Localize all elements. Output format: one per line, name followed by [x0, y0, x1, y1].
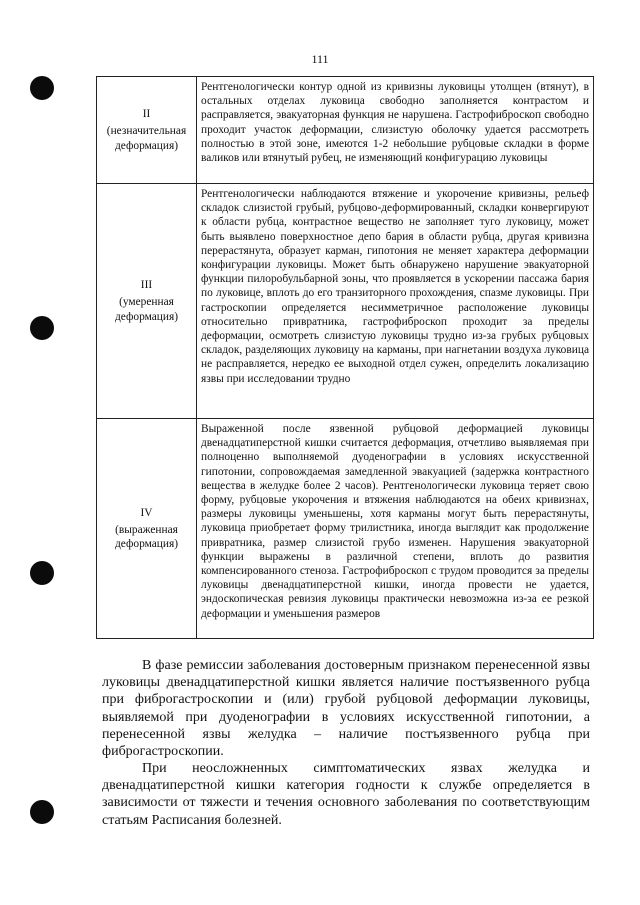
body-paragraph: В фазе ремиссии заболевания достоверным признаком перенесенной язвы луковицы двенадцатиперстной кишки является наличие постъязвенного рубца при фиброгастроскопии и (или) грубой рубцовой деформации луковицы, выявляемой при дуоденографии в условиях искусственной гипотонии, а перенесенной язвы желудка – наличие постъязвенного рубца при фиброгастроскопии.	[102, 658, 590, 760]
punch-hole-mark	[30, 561, 54, 585]
page-number: 111	[311, 52, 329, 66]
punch-hole-mark	[30, 76, 54, 100]
table-row	[97, 419, 594, 639]
table-row	[97, 184, 594, 419]
degree-label: (умеренная деформация)	[115, 296, 178, 323]
degree-roman: IV	[140, 506, 153, 519]
table-row	[97, 77, 594, 184]
degree-roman: III	[140, 279, 153, 292]
degree-roman: II	[142, 108, 151, 121]
degree-description: Рентгенологически наблюдаются втяжение и укорочение кривизны, рельеф складок слизистой грубый, рубцово-деформированный, складки конвергируют к области рубца, контрастное вещество не заполняет туго луковицу, может быть выявлено поверхностное депо бария в области рубца, другая кривизна перерастянута, образует карман, гипотония не меняет характера деформации конфигурации луковицы. Может быть обнаружено нарушение эвакуаторной функции пилоробульбарной зоны, что проявляется в ускорении пассажа бария по луковице, вплоть до его транзиторного прохождения, спазме луковицы. При гастроскопии определяется несимметричное расположение луковицы относительно привратника, гастрофиброскоп проходит за пределы деформации, осмотреть слизистую луковицы трудно из-за грубых рубцовых складок, разделяющих луковицу на карманы, при нагнетании воздуха луковица не расправляется, нередко ее выходной отдел сужен, определить локализацию язвы при исследовании трудно	[197, 184, 594, 419]
deformation-table	[96, 76, 594, 639]
punch-hole-mark	[30, 800, 54, 824]
degree-label: (незначительная деформация)	[106, 125, 187, 152]
punch-hole-mark	[30, 316, 54, 340]
degree-label: (выраженная деформация)	[115, 523, 178, 551]
degree-description: Рентгенологически контур одной из кривизны луковицы утолщен (втянут), в остальных отделах луковица свободно заполняется контрастом и расправляется, эвакуаторная функция не нарушена. Гастрофиброскоп свободно проходит участок деформации, слизистую оболочку удается рассмотреть полностью в этой зоне, имеются 1-2 небольшие рубцовые складки в форме валиков или втянутый рубец, не изменяющий конфигурацию луковицы	[197, 77, 594, 184]
body-paragraph: При неосложненных симптоматических язвах желудка и двенадцатиперстной кишки категория годности к службе определяется в зависимости от тяжести и течения основного заболевания по соответствующим статьям Расписания болезней.	[102, 761, 590, 828]
degree-description: Выраженной после язвенной рубцовой деформацией луковицы двенадцатиперстной кишки считается деформация, отчетливо выявляемая при полноценно выполняемой дуоденографии в условиях искусственной гипотонии, сопровождаемая замедленной эвакуацией (задержка контрастного вещества в желудке более 2 часов). Рентгенологически луковица теряет свою форму, рубцовые укорочения и втяжения наблюдаются на обеих кривизнах, размеры луковицы уменьшены, хотя карманы могут быть перерастянуты, луковица приобретает форму трилистника, иногда выглядит как продолжение привратника, размер слизистой грубо изменен. Нарушения эвакуаторной функции выражены в различной степени, вплоть до развития компенсированного стеноза. Гастрофиброскоп с трудом проводится за пределы луковицы двенадцатиперстной кишки, иногда провести не удается, эндоскопическая ревизия луковицы практически невозможна из-за ее резкой деформации и уменьшения размеров	[197, 419, 594, 639]
degree-cell	[97, 184, 197, 419]
degree-cell	[97, 419, 197, 639]
degree-cell	[97, 77, 197, 184]
